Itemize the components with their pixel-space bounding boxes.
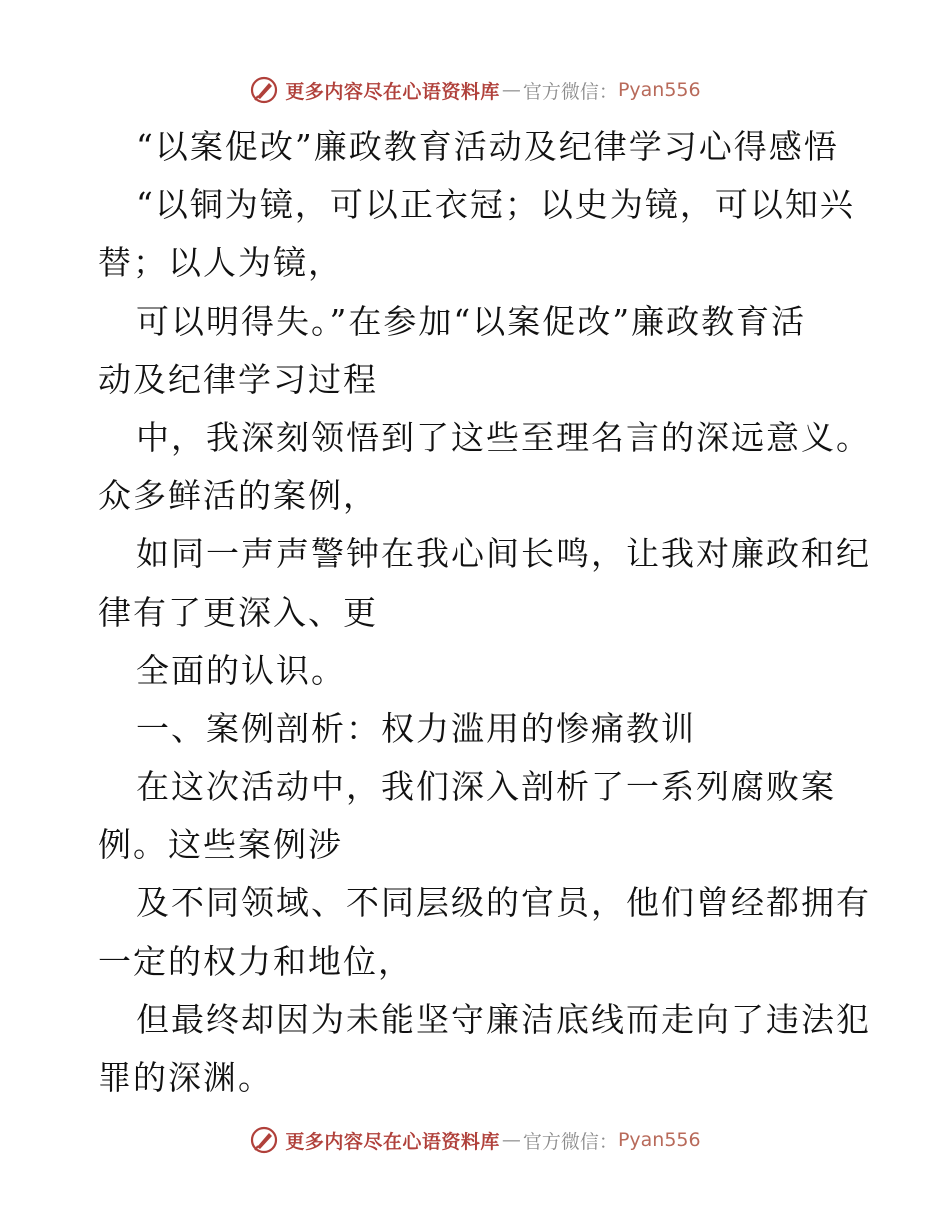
paragraph-line: 动及纪律学习过程	[98, 359, 378, 399]
paragraph-line: 中，我深刻领悟到了这些至理名言的深远意义。	[136, 417, 871, 457]
paragraph-line: 例。这些案例涉	[98, 825, 343, 865]
paragraph-line: 替；以人为镜，	[98, 243, 343, 283]
paragraph-line: 及不同领域、不同层级的官员，他们曾经都拥有	[136, 883, 871, 923]
paragraph-line: 罪的深渊。	[98, 1058, 273, 1097]
paragraph-line: 如同一声声警钟在我心间长鸣，让我对廉政和纪	[136, 534, 871, 574]
paragraph-line: “以铜为镜，可以正衣冠；以史为镜，可以知兴	[136, 185, 855, 225]
footer-watermark-banner	[0, 1120, 950, 1160]
document-body	[98, 118, 871, 1107]
footer-separator: —	[501, 1129, 521, 1151]
document-title: “以案促改”廉政教育活动及纪律学习心得感悟	[136, 127, 839, 166]
paragraph-line: 但最终却因为未能坚守廉洁底线而走向了违法犯	[136, 999, 871, 1039]
header-site-text: 更多内容尽在心语资料库	[285, 80, 500, 103]
footer-wechat-id: Pyan556	[617, 1129, 701, 1151]
paragraph-line: 可以明得失。”在参加“以案促改”廉政教育活	[136, 301, 807, 341]
paragraph-line: 律有了更深入、更	[98, 592, 378, 632]
header-watermark-banner	[0, 70, 950, 110]
header-wechat-id: Pyan556	[617, 79, 701, 101]
paragraph-line: 一定的权力和地位，	[98, 941, 413, 981]
header-separator: —	[501, 79, 521, 101]
footer-site-text: 更多内容尽在心语资料库	[285, 1130, 500, 1153]
paragraph-line: 在这次活动中，我们深入剖析了一系列腐败案	[136, 767, 836, 807]
paragraph-line: 全面的认识。	[136, 650, 346, 690]
footer-wechat-label: 官方微信：	[522, 1130, 618, 1153]
quill-pen-logo-icon	[249, 75, 279, 105]
paragraph-line: 众多鲜活的案例，	[98, 476, 378, 516]
header-wechat-label: 官方微信：	[522, 80, 618, 103]
quill-pen-logo-icon	[249, 1125, 279, 1155]
section-heading: 一、案例剖析：权力滥用的惨痛教训	[136, 708, 696, 748]
